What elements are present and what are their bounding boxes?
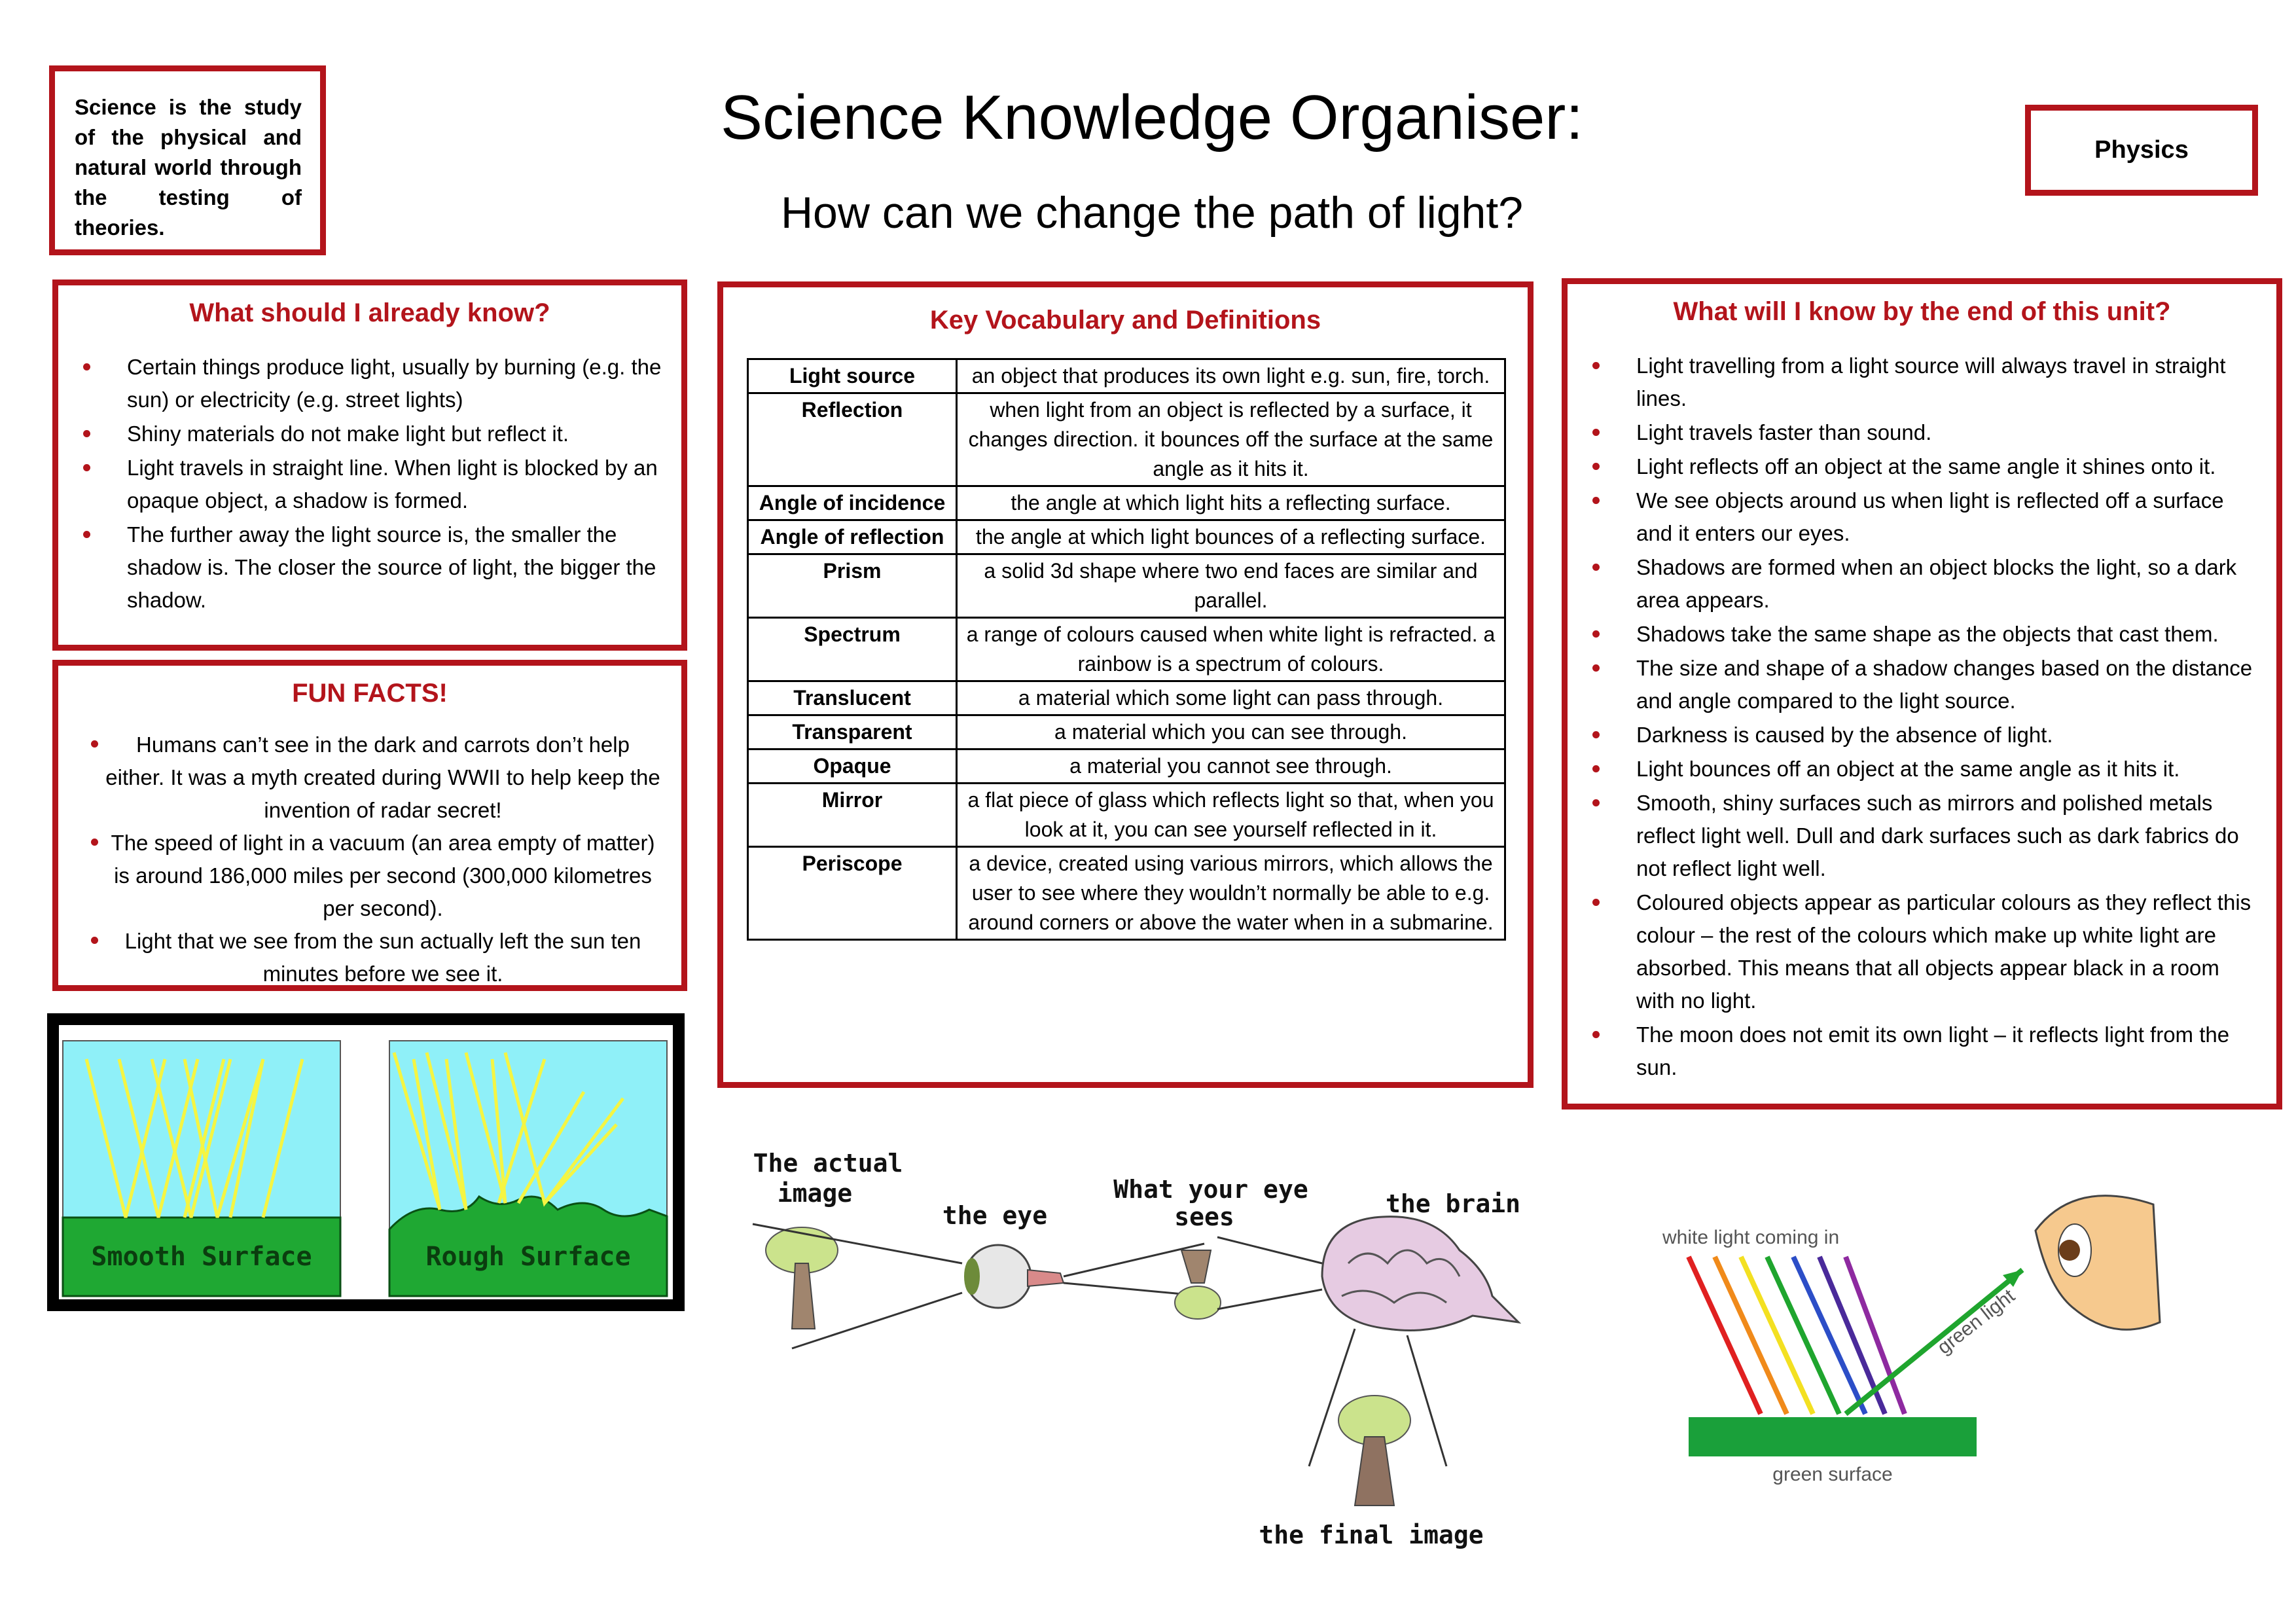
vocab-definition: the angle at which light bounces of a reflecting surface. <box>957 520 1505 554</box>
vocabulary-box <box>717 281 1534 1088</box>
eye-sees-label <box>1113 1175 1308 1231</box>
eye-sees-label-line: sees <box>1174 1202 1234 1231</box>
vocab-term: Opaque <box>748 749 957 784</box>
brain-icon <box>1322 1217 1518 1331</box>
table-row <box>748 486 1505 520</box>
prior-knowledge-heading: What should I already know? <box>189 298 550 327</box>
page-title: Science Knowledge Organiser: <box>720 82 1584 153</box>
list-item: Light travelling from a light source will always travel in straight lines. <box>1568 350 2276 415</box>
vocab-term: Angle of incidence <box>748 486 957 520</box>
vocab-definition: a range of colours caused when white light is refracted. a rainbow is a spectrum of colours. <box>957 618 1505 681</box>
vision-diagram <box>746 1139 1532 1558</box>
vocab-definition: the angle at which light hits a reflecting surface. <box>957 486 1505 520</box>
fun-facts-list <box>58 729 681 990</box>
table-row <box>748 359 1505 393</box>
vocab-definition: a material you cannot see through. <box>957 749 1505 784</box>
vocab-term: Reflection <box>748 393 957 486</box>
vocab-term: Translucent <box>748 681 957 715</box>
actual-image-label-line: The actual <box>753 1149 903 1178</box>
list-item: Coloured objects appear as particular colours as they reflect this colour – the rest of the colours which make up white light are absorbed. This means that all objects appear black in a room with no light. <box>1568 886 2276 1017</box>
vocab-definition: a flat piece of glass which reflects light so that, when you look at it, you can see yourself reflected in it. <box>957 784 1505 847</box>
vocab-definition: a material which some light can pass through. <box>957 681 1505 715</box>
list-item: Darkness is caused by the absence of light. <box>1568 719 2276 751</box>
green-light-label: green light <box>1933 1285 2019 1359</box>
list-item: The further away the light source is, the smaller the shadow is. The closer the source of light, the bigger the shadow. <box>58 518 681 617</box>
vision-diagram-svg <box>746 1139 1532 1558</box>
fun-facts-heading: FUN FACTS! <box>292 679 448 708</box>
intro-box <box>49 65 326 255</box>
list-item: Light that we see from the sun actually left the sun ten minutes before we see it. <box>58 925 681 990</box>
vocab-definition: an object that produces its own light e.g. sun, fire, torch. <box>957 359 1505 393</box>
vocab-definition: a material which you can see through. <box>957 715 1505 749</box>
rough-surface-label: Rough Surface <box>425 1242 631 1272</box>
table-row <box>748 681 1505 715</box>
table-row <box>748 618 1505 681</box>
end-of-unit-list <box>1568 350 2276 1084</box>
subject-badge-label: Physics <box>2094 136 2189 164</box>
eye-sees-label-line: What your eye <box>1113 1175 1308 1204</box>
vocab-term: Angle of reflection <box>748 520 957 554</box>
list-item: Humans can’t see in the dark and carrots don’t help either. It was a myth created during WWII to help keep the invention of radar secret! <box>58 729 681 827</box>
prior-knowledge-list <box>58 351 681 617</box>
subject-badge <box>2025 105 2258 196</box>
table-row <box>748 520 1505 554</box>
list-item: We see objects around us when light is reflected off a surface and it enters our eyes. <box>1568 484 2276 550</box>
list-item: Light travels in straight line. When light is blocked by an opaque object, a shadow is formed. <box>58 452 681 517</box>
vocab-term: Mirror <box>748 784 957 847</box>
list-item: The size and shape of a shadow changes based on the distance and angle compared to the light source. <box>1568 652 2276 717</box>
actual-image-label <box>753 1149 903 1208</box>
table-row <box>748 715 1505 749</box>
vocab-term: Spectrum <box>748 618 957 681</box>
table-row <box>748 749 1505 784</box>
colour-reflection-svg <box>1656 1178 2166 1486</box>
green-surface-label: green surface <box>1772 1464 1893 1485</box>
surface-reflection-diagram <box>47 1013 685 1311</box>
list-item: Shadows take the same shape as the objects that cast them. <box>1568 618 2276 651</box>
vocab-term: Periscope <box>748 847 957 940</box>
actual-image-label-line: image <box>777 1179 853 1208</box>
inverted-tree-icon <box>1175 1286 1221 1319</box>
list-item: The moon does not emit its own light – it reflects light from the sun. <box>1568 1019 2276 1084</box>
table-row <box>748 847 1505 940</box>
table-row <box>748 393 1505 486</box>
surface-reflection-svg <box>47 1013 685 1311</box>
colour-reflection-diagram <box>1656 1178 2166 1486</box>
list-item: Shadows are formed when an object blocks the light, so a dark area appears. <box>1568 551 2276 617</box>
vocabulary-table <box>747 358 1506 941</box>
vocab-term: Prism <box>748 554 957 618</box>
vocab-term: Light source <box>748 359 957 393</box>
smooth-surface-label: Smooth Surface <box>91 1242 312 1272</box>
eye-label: the eye <box>942 1201 1048 1230</box>
intro-text: Science is the study of the physical and natural world through the testing of theories. <box>75 95 302 240</box>
vocabulary-heading: Key Vocabulary and Definitions <box>929 306 1321 334</box>
list-item: Light travels faster than sound. <box>1568 416 2276 449</box>
eye-icon <box>2036 1196 2160 1330</box>
table-row <box>748 784 1505 847</box>
vocab-definition: when light from an object is reflected by a surface, it changes direction. it bounces off the surface at the same angle as it hits it. <box>957 393 1505 486</box>
table-row <box>748 554 1505 618</box>
list-item: Shiny materials do not make light but reflect it. <box>58 418 681 450</box>
vocab-definition: a device, created using various mirrors, which allows the user to see where they wouldn’t normally be able to e.g. around corners or above the water when in a submarine. <box>957 847 1505 940</box>
brain-label: the brain <box>1386 1189 1520 1218</box>
vocab-definition: a solid 3d shape where two end faces are similar and parallel. <box>957 554 1505 618</box>
green-surface <box>1689 1417 1977 1456</box>
list-item: Certain things produce light, usually by burning (e.g. the sun) or electricity (e.g. street lights) <box>58 351 681 416</box>
vocab-term: Transparent <box>748 715 957 749</box>
list-item: Light reflects off an object at the same angle it shines onto it. <box>1568 450 2276 483</box>
white-light-label: white light coming in <box>1662 1227 1840 1248</box>
fun-facts-box <box>52 660 687 991</box>
prior-knowledge-box <box>52 280 687 651</box>
final-image-label: the final image <box>1259 1521 1484 1549</box>
page-subtitle: How can we change the path of light? <box>780 188 1524 238</box>
end-of-unit-heading: What will I know by the end of this unit? <box>1673 297 2171 326</box>
list-item: Smooth, shiny surfaces such as mirrors and polished metals reflect light well. Dull and dark surfaces such as dark fabrics do not reflect light well. <box>1568 787 2276 885</box>
list-item: Light bounces off an object at the same angle as it hits it. <box>1568 753 2276 785</box>
list-item: The speed of light in a vacuum (an area empty of matter) is around 186,000 miles per second (300,000 kilometres per second). <box>58 827 681 925</box>
end-of-unit-box <box>1562 278 2282 1110</box>
